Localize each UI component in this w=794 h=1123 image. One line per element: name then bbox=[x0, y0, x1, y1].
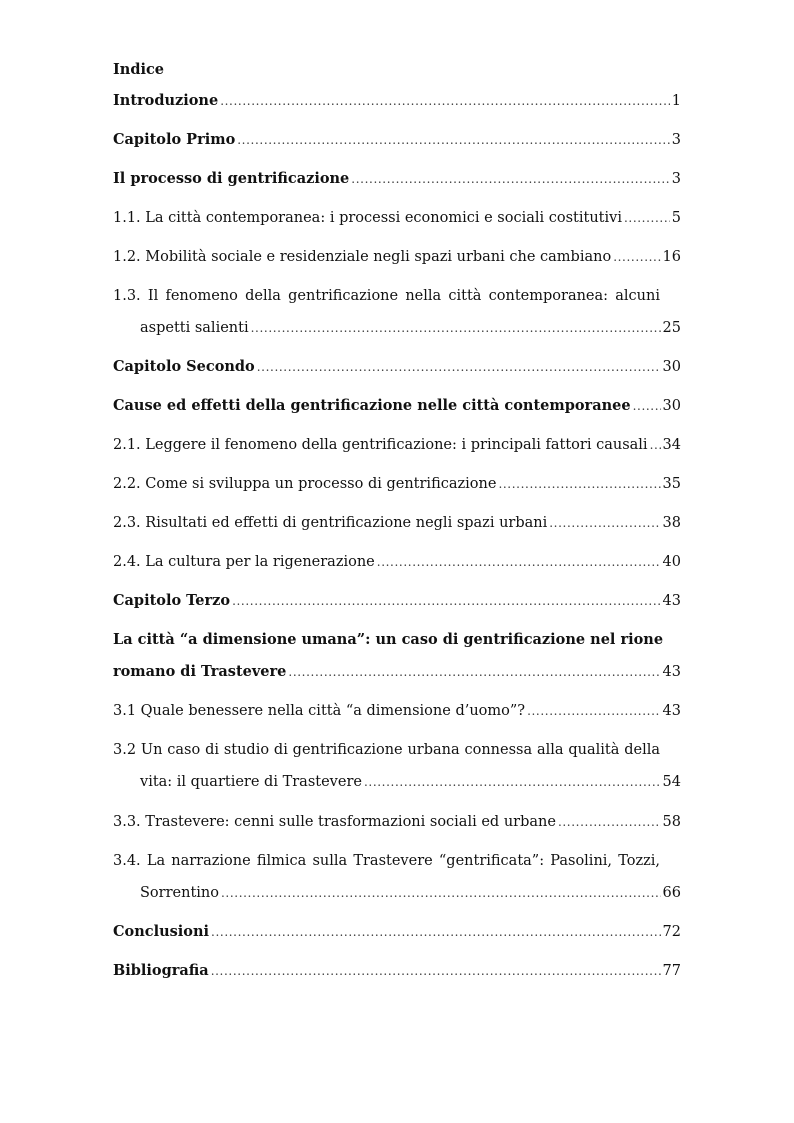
dot-leader bbox=[237, 130, 670, 150]
dot-leader bbox=[498, 474, 660, 494]
toc-entry-label: 2.4. La cultura per la rigenerazione bbox=[113, 554, 375, 570]
toc-entry-2-2[interactable] bbox=[113, 474, 681, 494]
toc-page-number: 3 bbox=[671, 171, 681, 187]
toc-page-number: 30 bbox=[662, 398, 681, 414]
dot-leader bbox=[251, 318, 661, 338]
toc-entry-bibliografia[interactable] bbox=[113, 961, 681, 981]
toc-page-number: 43 bbox=[662, 703, 681, 719]
dot-leader bbox=[288, 662, 660, 682]
toc-page-number: 25 bbox=[662, 320, 681, 336]
toc-entry-1-3[interactable] bbox=[113, 286, 681, 306]
toc-entry-label-line2: vita: il quartiere di Trastevere bbox=[140, 774, 362, 790]
toc-entry-3-1[interactable] bbox=[113, 701, 681, 721]
toc-entry-2-3[interactable] bbox=[113, 513, 681, 533]
dot-leader bbox=[558, 812, 661, 832]
dot-leader bbox=[351, 169, 669, 189]
toc-entry-3-3[interactable] bbox=[113, 812, 681, 832]
dot-leader bbox=[364, 772, 661, 792]
toc-entry-2-4[interactable] bbox=[113, 552, 681, 572]
toc-entry-label: Conclusioni bbox=[113, 923, 210, 940]
toc-entry-label: Capitolo Terzo bbox=[113, 592, 231, 609]
dot-leader bbox=[549, 513, 660, 533]
toc-page-number: 66 bbox=[662, 885, 681, 901]
toc-entry-3-2-continuation[interactable] bbox=[113, 772, 681, 792]
toc-entry-capitolo-terzo[interactable] bbox=[113, 591, 681, 611]
toc-entry-label-line1: 1.3. Il fenomeno della gentrificazione nella città contemporanea: alcuni bbox=[113, 288, 660, 304]
dot-leader bbox=[211, 922, 661, 942]
toc-entry-label: Capitolo Primo bbox=[113, 131, 236, 148]
toc-entry-label: 1.2. Mobilità sociale e residenziale negli spazi urbani che cambiano bbox=[113, 249, 612, 265]
toc-entry-label-line1: 3.4. La narrazione filmica sulla Trastevere “gentrificata”: Pasolini, Tozzi, bbox=[113, 853, 660, 869]
dot-leader bbox=[624, 208, 670, 228]
toc-page-number: 43 bbox=[662, 593, 681, 609]
toc-entry-cause-effetti[interactable] bbox=[113, 396, 681, 416]
toc-page-number: 38 bbox=[662, 515, 681, 531]
toc-entry-label-line1: 3.2 Un caso di studio di gentrificazione urbana connessa alla qualità della bbox=[113, 742, 660, 758]
toc-page-number: 30 bbox=[662, 359, 681, 375]
toc-entry-3-2[interactable] bbox=[113, 740, 681, 760]
toc-entry-label-line1: La città “a dimensione umana”: un caso di gentrificazione nel rione bbox=[113, 631, 664, 648]
dot-leader bbox=[377, 552, 661, 572]
toc-entry-label: Capitolo Secondo bbox=[113, 358, 255, 375]
toc-entry-conclusioni[interactable] bbox=[113, 922, 681, 942]
toc-entry-1-3-continuation[interactable] bbox=[113, 318, 681, 338]
toc-entry-3-4[interactable] bbox=[113, 851, 681, 871]
toc-entry-label: 1.1. La città contemporanea: i processi economici e sociali costitutivi bbox=[113, 210, 622, 226]
toc-page-number: 1 bbox=[671, 93, 681, 109]
toc-page-number: 72 bbox=[662, 924, 681, 940]
toc-entry-label-line2: aspetti salienti bbox=[140, 320, 249, 336]
toc-entry-label-line2: romano di Trastevere bbox=[113, 663, 287, 680]
toc-page-number: 43 bbox=[662, 664, 681, 680]
toc-entry-label: 2.3. Risultati ed effetti di gentrificazione negli spazi urbani bbox=[113, 515, 548, 531]
toc-page-number: 58 bbox=[662, 814, 681, 830]
dot-leader bbox=[232, 591, 660, 611]
dot-leader bbox=[613, 247, 660, 267]
toc-entry-capitolo-primo[interactable] bbox=[113, 130, 681, 150]
dot-leader bbox=[220, 91, 670, 111]
toc-entry-introduzione[interactable] bbox=[113, 91, 681, 111]
toc-entry-citta-dimensione-umana[interactable] bbox=[113, 630, 681, 650]
toc-entry-label: 3.3. Trastevere: cenni sulle trasformazioni sociali ed urbane bbox=[113, 814, 556, 830]
toc-page-number: 16 bbox=[662, 249, 681, 265]
dot-leader bbox=[221, 883, 661, 903]
toc-page-number: 54 bbox=[662, 774, 681, 790]
toc-entry-citta-dimensione-umana-continuation[interactable] bbox=[113, 662, 681, 682]
toc-entry-1-1[interactable] bbox=[113, 208, 681, 228]
toc-entry-label: Cause ed effetti della gentrificazione nelle città contemporanee bbox=[113, 397, 631, 414]
dot-leader bbox=[650, 435, 661, 455]
toc-entry-label: Il processo di gentrificazione bbox=[113, 170, 350, 187]
toc-entry-processo-gentrificazione[interactable] bbox=[113, 169, 681, 189]
toc-page-number: 35 bbox=[662, 476, 681, 492]
toc-page-number: 77 bbox=[662, 963, 681, 979]
toc-entry-label-line2: Sorrentino bbox=[140, 885, 219, 901]
toc-entry-1-2[interactable] bbox=[113, 247, 681, 267]
toc-entry-2-1[interactable] bbox=[113, 435, 681, 455]
toc-entry-label: 2.2. Come si sviluppa un processo di gentrificazione bbox=[113, 476, 497, 492]
toc-page-number: 5 bbox=[671, 210, 681, 226]
toc-page-number: 34 bbox=[662, 437, 681, 453]
dot-leader bbox=[257, 357, 661, 377]
toc-entry-3-4-continuation[interactable] bbox=[113, 883, 681, 903]
table-of-contents bbox=[113, 0, 681, 1123]
toc-entry-label: 2.1. Leggere il fenomeno della gentrificazione: i principali fattori causali bbox=[113, 437, 648, 453]
dot-leader bbox=[527, 701, 660, 721]
dot-leader bbox=[633, 396, 661, 416]
toc-page-number: 40 bbox=[662, 554, 681, 570]
toc-heading: Indice bbox=[113, 61, 165, 78]
dot-leader bbox=[211, 961, 661, 981]
toc-entry-label: 3.1 Quale benessere nella città “a dimensione d’uomo”? bbox=[113, 703, 526, 719]
toc-page-number: 3 bbox=[671, 132, 681, 148]
toc-entry-label: Bibliografia bbox=[113, 962, 209, 979]
toc-entry-capitolo-secondo[interactable] bbox=[113, 357, 681, 377]
toc-entry-label: Introduzione bbox=[113, 92, 219, 109]
